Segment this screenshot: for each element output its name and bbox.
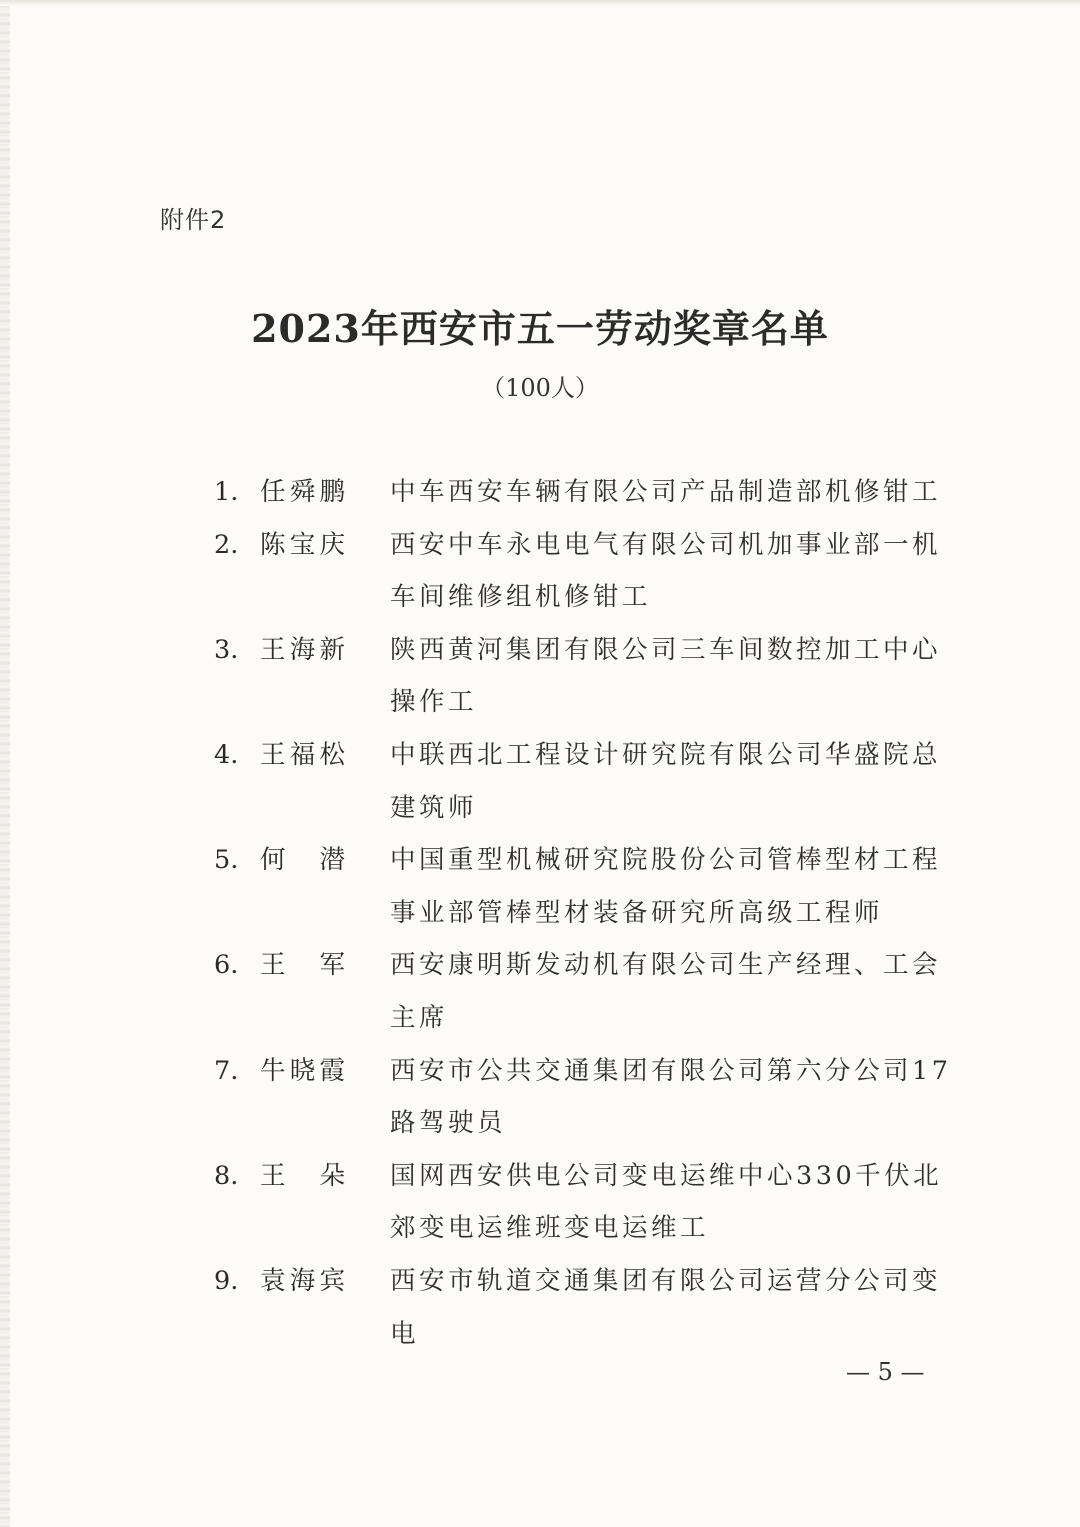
entry-name: 王海新 bbox=[260, 634, 346, 665]
award-list bbox=[214, 466, 974, 1360]
entry-description: 西安中车永电电气有限公司机加事业部一机车间维修组机修钳工 bbox=[390, 529, 942, 613]
entry-name: 王朵 bbox=[260, 1160, 346, 1191]
document-title: 2023年西安市五一劳动奖章名单 bbox=[251, 306, 829, 351]
scan-edge-left bbox=[0, 0, 10, 1527]
entry-number: 3. bbox=[214, 634, 239, 665]
entry-name: 牛晓霞 bbox=[260, 1055, 346, 1086]
list-item bbox=[214, 729, 974, 834]
list-item bbox=[214, 1045, 974, 1150]
entry-number: 6. bbox=[214, 950, 239, 981]
entry-name: 任舜鹏 bbox=[260, 477, 346, 507]
entry-number: 7. bbox=[214, 1055, 239, 1086]
document-subtitle: （100人） bbox=[481, 374, 599, 402]
entry-number: 2. bbox=[214, 529, 239, 560]
entry-description: 国网西安供电公司变电运维中心330千伏北郊变电运维班变电运维工 bbox=[390, 1160, 943, 1244]
entry-number: 5. bbox=[214, 845, 239, 876]
entry-name: 陈宝庆 bbox=[260, 529, 346, 560]
entry-description: 陕西黄河集团有限公司三车间数控加工中心操作工 bbox=[390, 634, 942, 718]
entry-description: 西安康明斯发动机有限公司生产经理、工会主席 bbox=[390, 950, 942, 1033]
entry-number: 4. bbox=[214, 739, 239, 770]
page-number: — 5 — bbox=[846, 1358, 925, 1386]
entry-description: 西安市轨道交通集团有限公司运营分公司变电 bbox=[390, 1265, 942, 1349]
entry-description: 中联西北工程设计研究院有限公司华盛院总建筑师 bbox=[390, 739, 942, 823]
scan-edge-top bbox=[0, 0, 1080, 6]
entry-number: 8. bbox=[214, 1160, 239, 1191]
entry-number: 1. bbox=[214, 477, 239, 507]
entry-name: 袁海宾 bbox=[260, 1265, 346, 1296]
list-item bbox=[214, 519, 974, 624]
list-item bbox=[214, 1150, 974, 1255]
entry-number: 9. bbox=[214, 1265, 239, 1296]
entry-name: 何潜 bbox=[260, 845, 346, 876]
list-item bbox=[214, 466, 974, 519]
list-item bbox=[214, 1255, 974, 1360]
attachment-label: 附件2 bbox=[160, 206, 227, 234]
list-item bbox=[214, 939, 974, 1044]
list-item bbox=[214, 624, 974, 729]
entry-description: 中国重型机械研究院股份公司管棒型材工程事业部管棒型材装备研究所高级工程师 bbox=[390, 845, 942, 928]
entry-name: 王军 bbox=[260, 950, 346, 981]
list-item bbox=[214, 834, 974, 939]
entry-name: 王福松 bbox=[260, 739, 346, 770]
entry-description: 中车西安车辆有限公司产品制造部机修钳工 bbox=[390, 477, 942, 507]
entry-description: 西安市公共交通集团有限公司第六分公司17路驾驶员 bbox=[390, 1055, 952, 1139]
